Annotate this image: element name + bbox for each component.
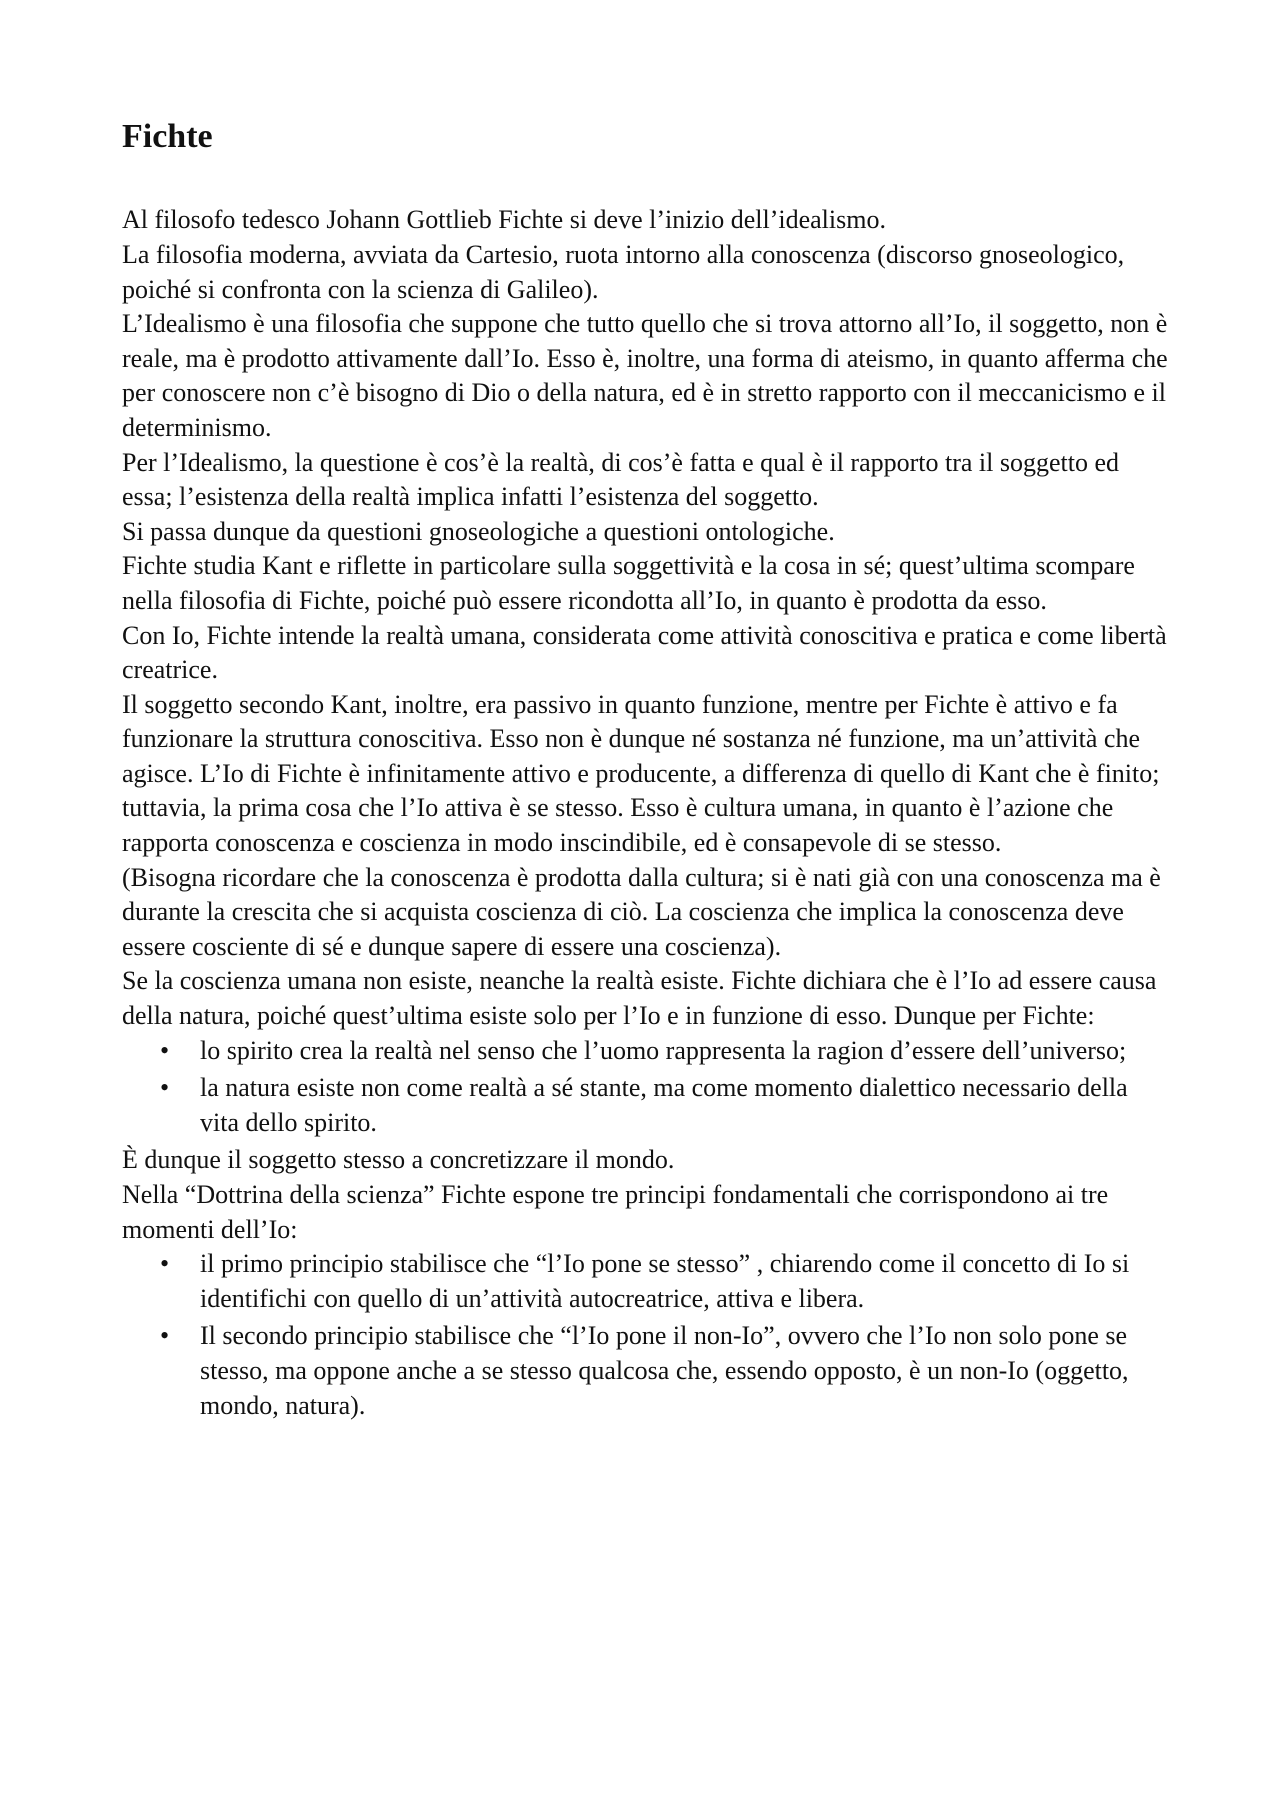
paragraph: L’Idealismo è una filosofia che suppone che tutto quello che si trova attorno all’Io, il soggetto, non è reale, ma è prodotto attivamente dall’Io. Esso è, inoltre, una forma di ateismo, in quanto afferma che per conoscere non c’è bisogno di Dio o della natura, ed è in stretto rapporto con il meccanicismo e il determinismo. <box>122 309 1168 442</box>
list-item: • il primo principio stabilisce che “l’Io pone se stesso” , chiarendo come il concetto di Io si identifichi con quello di un’attività autocreatrice, attiva e libera. <box>122 1247 1172 1316</box>
bullet-list-spirit <box>122 1034 1172 1141</box>
paragraph: Nella “Dottrina della scienza” Fichte espone tre principi fondamentali che corrispondono ai tre momenti dell’Io: <box>122 1180 1109 1244</box>
page-title: Fichte <box>122 118 213 155</box>
paragraph: Fichte studia Kant e riflette in particolare sulla soggettività e la cosa in sé; quest’ultima scompare nella filosofia di Fichte, poiché può essere ricondotta all’Io, in quanto è prodotta da esso. <box>122 551 1135 615</box>
list-item: • lo spirito crea la realtà nel senso che l’uomo rappresenta la ragion d’essere dell’universo; <box>122 1034 1172 1069</box>
document-body <box>122 203 1172 1423</box>
paragraph: La filosofia moderna, avviata da Cartesio, ruota intorno alla conoscenza (discorso gnoseologico, poiché si confronta con la scienza di Galileo). <box>122 239 1125 304</box>
list-item: • la natura esiste non come realtà a sé stante, ma come momento dialettico necessario della vita dello spirito. <box>122 1071 1172 1140</box>
bullet-list-principles <box>122 1247 1172 1423</box>
paragraph: (Bisogna ricordare che la conoscenza è prodotta dalla cultura; si è nati già con una conoscenza ma è durante la crescita che si acquista coscienza di ciò. La coscienza che implica la conoscenza deve essere cosciente di sé e dunque sapere di essere una coscienza). <box>122 862 1161 961</box>
paragraph: Con Io, Fichte intende la realtà umana, considerata come attività conoscitiva e pratica e come libertà creatrice. <box>122 620 1167 685</box>
paragraph: Si passa dunque da questioni gnoseologiche a questioni ontologiche. <box>122 516 835 546</box>
paragraph: Al filosofo tedesco Johann Gottlieb Fichte si deve l’inizio dell’idealismo. <box>122 205 886 235</box>
document-page <box>122 118 1172 1426</box>
list-item: • Il secondo principio stabilisce che “l’Io pone il non-Io”, ovvero che l’Io non solo pone se stesso, ma oppone anche a se stesso qualcosa che, essendo opposto, è un non-Io (oggetto, mondo, natura). <box>122 1319 1172 1423</box>
paragraph: È dunque il soggetto stesso a concretizzare il mondo. <box>122 1145 675 1175</box>
paragraph: Il soggetto secondo Kant, inoltre, era passivo in quanto funzione, mentre per Fichte è attivo e fa funzionare la struttura conoscitiva. Esso non è dunque né sostanza né funzione, ma un’attività che agisce. L’Io di Fichte è infinitamente attivo e producente, a differenza di quello di Kant che è finito; tuttavia, la prima cosa che l’Io attiva è se stesso. Esso è cultura umana, in quanto è l’azione che rapporta conoscenza e coscienza in modo inscindibile, ed è consapevole di se stesso. <box>122 689 1160 858</box>
paragraph: Per l’Idealismo, la questione è cos’è la realtà, di cos’è fatta e qual è il rapporto tra il soggetto ed essa; l’esistenza della realtà implica infatti l’esistenza del soggetto. <box>122 447 1120 512</box>
paragraph: Se la coscienza umana non esiste, neanche la realtà esiste. Fichte dichiara che è l’Io ad essere causa della natura, poiché quest’ultima esiste solo per l’Io e in funzione di esso. Dunque per Fichte: <box>122 966 1157 1031</box>
